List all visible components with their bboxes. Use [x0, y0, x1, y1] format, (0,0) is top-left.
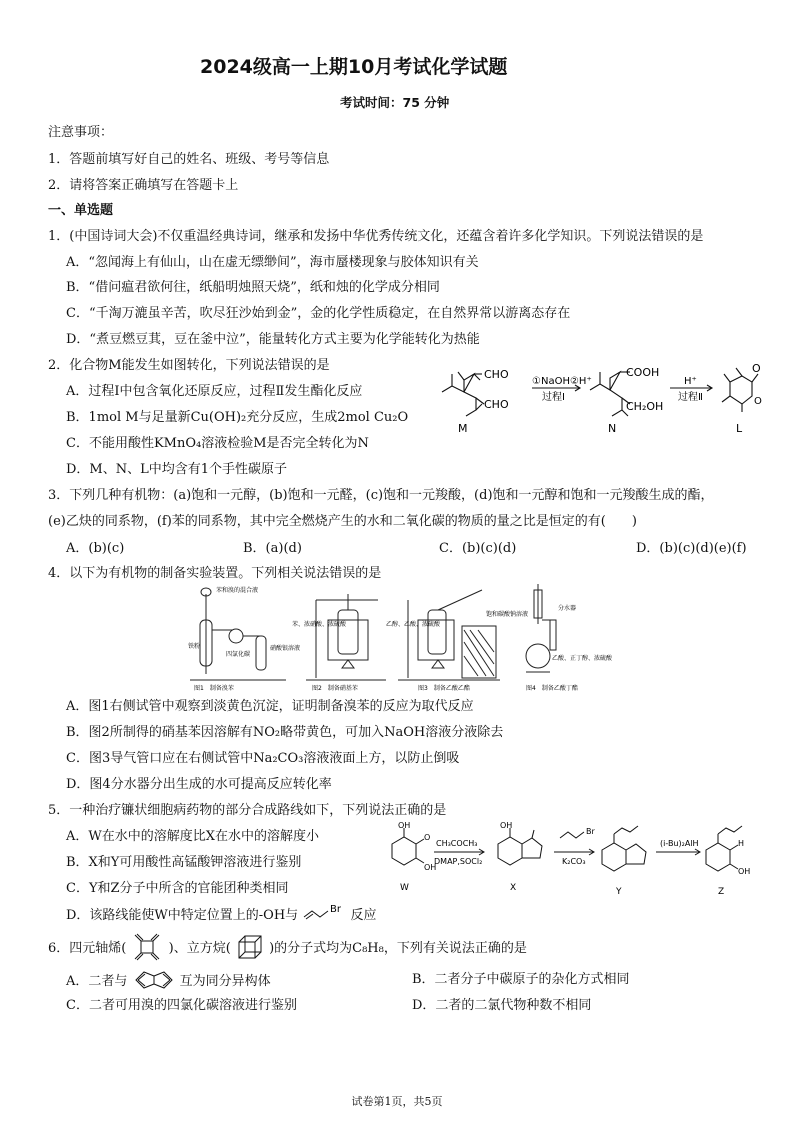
reagent-br: Br [586, 827, 595, 836]
q2-option-a: A．过程Ⅰ中包含氧化还原反应，过程Ⅱ发生酯化反应 [66, 384, 363, 399]
label-l: L [736, 422, 743, 435]
z-h: H [738, 839, 745, 848]
fig3-caption: 图3 制备乙酸乙酯 [418, 685, 470, 692]
label-z: Z [718, 887, 725, 897]
q6-option-a-text: A．二者与 [66, 974, 128, 989]
cubane-structure [235, 934, 265, 960]
br-label: Br [330, 904, 342, 915]
scheme-cooh: COOH [626, 366, 660, 379]
z-oh: OH [738, 867, 751, 876]
fig1-label-agno3: 硝酸银溶液 [270, 645, 301, 652]
page-title: 2024级高一上期10月考试化学试题 [200, 56, 508, 78]
exam-time: 考试时间：75 分钟 [340, 95, 450, 110]
notes-heading: 注意事项： [48, 125, 114, 140]
q6-option-c: C．二者可用溴的四氯化碳溶液进行鉴别 [66, 998, 297, 1013]
fig1-caption: 图1 制备溴苯 [194, 685, 234, 692]
allyl-bromide-structure [302, 903, 346, 921]
q4-stem: 4．以下为有机物的制备实验装置。下列相关说法错误的是 [48, 566, 382, 581]
label-m: M [458, 422, 468, 435]
w-o: O [424, 833, 431, 842]
note-item: 1．答题前填写好自己的姓名、班级、考号等信息 [48, 152, 330, 167]
q1-option-a: A．“忽闻海上有仙山，山在虚无缥缈间”，海市蜃楼现象与胶体知识有关 [66, 255, 479, 270]
q6-option-d: D．二者的二氯代物种数不相同 [412, 998, 592, 1013]
reagent-dmap: DMAP,SOCl₂ [434, 857, 483, 866]
fig4-label-reagents: 乙酸、正丁醇、浓硫酸 [552, 655, 613, 662]
q3-option-d: D．(b)(c)(d)(e)(f) [636, 541, 747, 556]
q6-stem-part-a: 6．四元轴烯( [48, 941, 127, 956]
q6-stem-part-b: )、立方烷( [168, 941, 231, 956]
q4-option-d: D．图4分水器分出生成的水可提高反应转化率 [66, 777, 332, 792]
scheme-cho-1: CHO [484, 368, 509, 381]
section-heading: 一、单选题 [48, 203, 114, 218]
q6-stem [48, 934, 527, 960]
label-w: W [400, 883, 409, 893]
scheme-cho-2: CHO [484, 398, 509, 411]
fig4-label-separator: 分水器 [558, 605, 577, 612]
scheme-ch2oh: CH₂OH [626, 400, 664, 413]
q3-option-c: C．(b)(c)(d) [439, 541, 517, 556]
q3-stem-1: 3．下列几种有机物：(a)饱和一元醇，(b)饱和一元醛，(c)饱和一元羧酸，(d)饱和一元醇和饱和一元羧酸生成的酯， [48, 488, 714, 503]
note-item: 2．请将答案正确填写在答题卡上 [48, 178, 239, 193]
q2-option-b: B．1mol M与足量新Cu(OH)₂充分反应，生成2mol Cu₂O [66, 410, 409, 425]
fig2-caption: 图2 制备硝基苯 [312, 685, 358, 692]
q1-stem: 1．(中国诗词大会)不仅重温经典诗词，继承和发扬中华优秀传统文化，还蕴含着许多化学知识。下列说法错误的是 [48, 229, 704, 244]
reagent-k2co3: K₂CO₃ [562, 857, 586, 866]
q2-option-d: D．M、N、L中均含有1个手性碳原子 [66, 462, 288, 477]
q1-option-b: B．“借问瘟君欲何往，纸船明烛照天烧”，纸和烛的化学成分相同 [66, 280, 440, 295]
fig1-label-ccl4: 四氯化碳 [226, 651, 251, 658]
arrow2-reagent: H⁺ [684, 376, 697, 387]
q6-option-a-tail: 互为同分异构体 [179, 974, 271, 989]
q3-option-b: B．(a)(d) [243, 541, 302, 556]
x-oh: OH [500, 821, 513, 830]
bicyclic-octatetraene-structure [132, 968, 176, 992]
q3-option-a: A．(b)(c) [66, 541, 125, 556]
q3-stem-2: (e)乙炔的同系物，(f)苯的同系物，其中完全燃烧产生的水和二氧化碳的物质的量之比是恒定的有( ) [48, 514, 637, 529]
q5-option-b: B．X和Y可用酸性高锰酸钾溶液进行鉴别 [66, 855, 302, 870]
q4-apparatus-figures [186, 580, 613, 692]
fig3-label-reagents: 乙醇、乙酸、浓硫酸 [386, 621, 441, 628]
q5-option-d [66, 903, 376, 923]
w-oh-bottom: OH [424, 863, 437, 872]
q4-option-c: C．图3导气管口应在右侧试管中Na₂CO₃溶液液面上方，以防止倒吸 [66, 751, 460, 766]
label-y: Y [616, 887, 622, 897]
q2-reaction-scheme [430, 360, 770, 436]
q6-option-b: B．二者分子中碳原子的杂化方式相同 [412, 972, 630, 987]
arrow2-process: 过程Ⅱ [678, 392, 703, 403]
fig1-label-iron: 铁粉 [188, 643, 201, 650]
fig1-label-mixture: 苯和溴的混合液 [216, 587, 259, 594]
fig4-caption: 图4 制备乙酸丁酯 [526, 685, 578, 692]
arrow1-process: 过程Ⅰ [542, 392, 565, 403]
scheme-carbonyl-o: O [752, 362, 761, 375]
q5-synthesis-scheme [380, 818, 774, 900]
q5-option-d-tail: 反应 [350, 908, 377, 923]
q6-option-a [66, 968, 271, 992]
q4-option-a: A．图1右侧试管中观察到淡黄色沉淀，证明制备溴苯的反应为取代反应 [66, 699, 474, 714]
arrow1-reagent: ①NaOH②H⁺ [532, 376, 592, 387]
q1-option-c: C．“千淘万漉虽辛苦，吹尽狂沙始到金”，金的化学性质稳定，在自然界常以游离态存在 [66, 306, 571, 321]
fig3-label-na2co3: 饱和碳酸钠溶液 [486, 611, 529, 618]
q5-option-a: A．W在水中的溶解度比X在水中的溶解度小 [66, 829, 320, 844]
q2-option-c: C．不能用酸性KMnO₄溶液检验M是否完全转化为N [66, 436, 369, 451]
fig2-label-reagents: 苯、浓硝酸、浓硫酸 [292, 621, 347, 628]
q5-stem: 5．一种治疗镰状细胞病药物的部分合成路线如下，下列说法正确的是 [48, 803, 447, 818]
scheme-ring-o: O [754, 396, 762, 407]
reagent-dibal: (i-Bu)₂AlH [660, 839, 699, 848]
tetraradialene-structure [130, 934, 164, 960]
q4-option-b: B．图2所制得的硝基苯因溶解有NO₂略带黄色，可加入NaOH溶液分液除去 [66, 725, 504, 740]
reagent-acetone: CH₃COCH₃ [436, 839, 478, 848]
q1-option-d: D．“煮豆燃豆萁，豆在釜中泣”，能量转化方式主要为化学能转化为热能 [66, 332, 480, 347]
page-footer: 试卷第1页，共5页 [351, 1095, 443, 1108]
label-x: X [510, 883, 517, 893]
label-n: N [608, 422, 617, 435]
w-oh-top: OH [398, 821, 411, 830]
q6-stem-part-c: )的分子式均为C₈H₈，下列有关说法正确的是 [269, 941, 527, 956]
q5-option-c: C．Y和Z分子中所含的官能团种类相同 [66, 881, 289, 896]
q2-stem: 2．化合物M能发生如图转化，下列说法错误的是 [48, 358, 330, 373]
q5-option-d-text: D．该路线能使W中特定位置上的-OH与 [66, 908, 299, 923]
